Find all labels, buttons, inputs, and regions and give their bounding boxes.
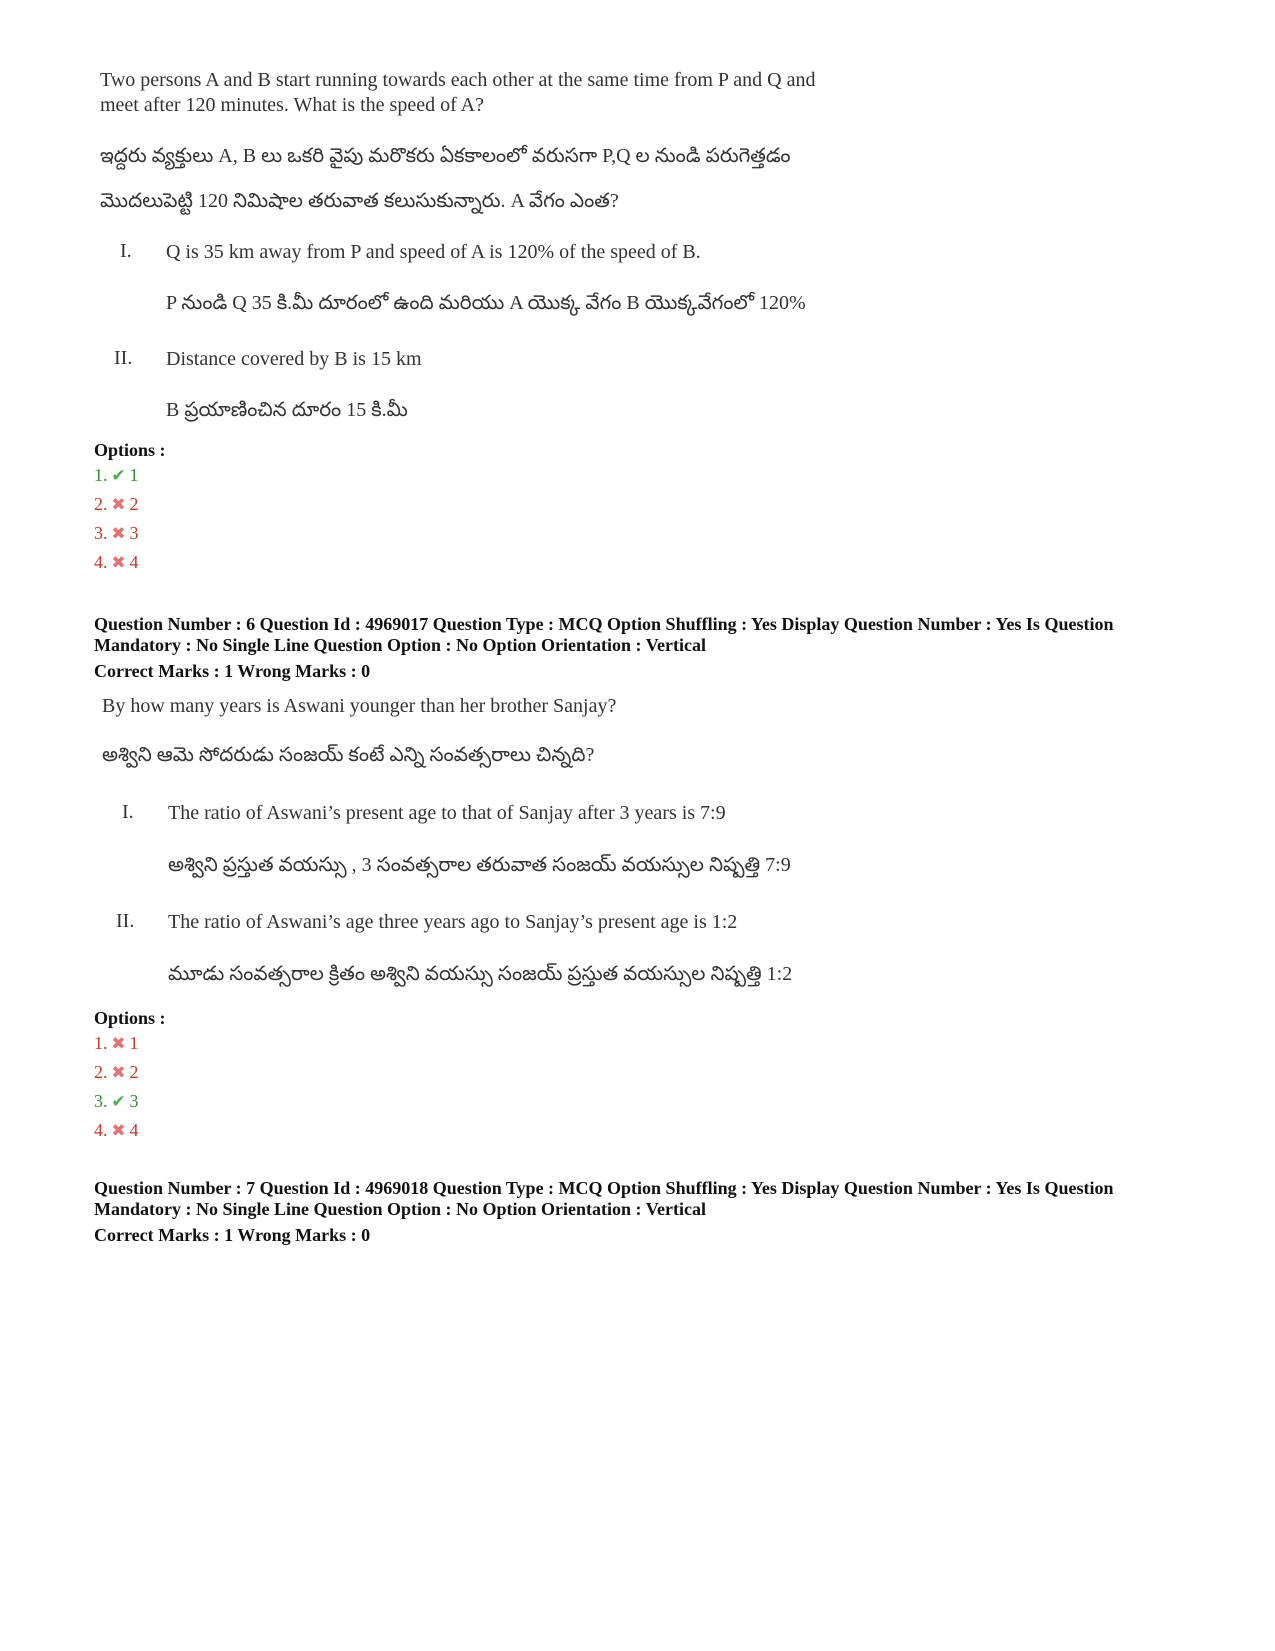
- q6-statement-2-number: II.: [116, 910, 135, 932]
- q6-statement-1-number: I.: [122, 801, 134, 823]
- q6-statement-2-telugu: మూడు సంవత్సరాల క్రితం అశ్విని వయస్సు సంజయ్ ప్రస్తుత వయస్సుల నిష్పత్తి 1:2: [168, 963, 793, 985]
- check-icon: ✔: [111, 1092, 126, 1111]
- option-value: 2: [129, 494, 139, 514]
- option-number: 3.: [94, 1091, 108, 1111]
- option-value: 1: [129, 1033, 139, 1053]
- q5-english-line-1: Two persons A and B start running towards each other at the same time from P and Q and: [100, 69, 816, 91]
- q7-marks: Correct Marks : 1 Wrong Marks : 0: [94, 1225, 371, 1245]
- cross-icon: ✖: [111, 495, 126, 514]
- q5-statement-1-english: Q is 35 km away from P and speed of A is 120% of the speed of B.: [166, 241, 701, 263]
- q6-options-list: [94, 1029, 139, 1145]
- option-number: 2.: [94, 494, 108, 514]
- q5-option-1[interactable]: [94, 461, 139, 490]
- q5-telugu-line-1: ఇద్దరు వ్యక్తులు A, B లు ఒకరి వైపు మరొకరు ఏకకాలంలో వరుసగా P,Q ల నుండి పరుగెత్తడం: [100, 145, 791, 167]
- option-number: 4.: [94, 552, 108, 572]
- q7-meta-line-2: Mandatory : No Single Line Question Option : No Option Orientation : Vertical: [94, 1199, 707, 1219]
- option-number: 4.: [94, 1120, 108, 1140]
- option-value: 4: [129, 1120, 139, 1140]
- q5-statement-2-telugu: B ప్రయాణించిన దూరం 15 కి.మీ: [166, 399, 408, 421]
- check-icon: ✔: [111, 466, 126, 485]
- q5-statement-2-number: II.: [114, 347, 133, 369]
- q6-statement-1-telugu: అశ్విని ప్రస్తుత వయస్సు , 3 సంవత్సరాల తరువాత సంజయ్ వయస్సుల నిష్పత్తి 7:9: [168, 854, 791, 876]
- q5-statement-1-number: I.: [120, 240, 132, 262]
- option-value: 3: [129, 1091, 139, 1111]
- cross-icon: ✖: [111, 1063, 126, 1082]
- q6-meta-line-1: Question Number : 6 Question Id : 4969017 Question Type : MCQ Option Shuffling : Yes Display Question Number : Yes Is Question: [94, 614, 1114, 634]
- q6-option-1[interactable]: [94, 1029, 139, 1058]
- cross-icon: ✖: [111, 524, 126, 543]
- q6-telugu-question: అశ్విని ఆమె సోదరుడు సంజయ్ కంటే ఎన్ని సంవత్సరాలు చిన్నది?: [102, 744, 595, 766]
- q6-option-3[interactable]: [94, 1087, 139, 1116]
- q5-option-4[interactable]: [94, 548, 139, 577]
- q6-marks: Correct Marks : 1 Wrong Marks : 0: [94, 661, 371, 681]
- cross-icon: ✖: [111, 1121, 126, 1140]
- q5-telugu-line-2: మొదలుపెట్టి 120 నిమిషాల తరువాత కలుసుకున్నారు. A వేగం ఎంత?: [100, 190, 619, 212]
- q6-statement-1-english: The ratio of Aswani’s present age to that of Sanjay after 3 years is 7:9: [168, 802, 726, 824]
- cross-icon: ✖: [111, 1034, 126, 1053]
- q5-options-list: [94, 461, 139, 577]
- q5-option-2[interactable]: [94, 490, 139, 519]
- q5-english-line-2: meet after 120 minutes. What is the speed of A?: [100, 94, 484, 116]
- cross-icon: ✖: [111, 553, 126, 572]
- q6-english-question: By how many years is Aswani younger than her brother Sanjay?: [102, 695, 617, 717]
- option-value: 4: [129, 552, 139, 572]
- q5-statement-1-telugu: P నుండి Q 35 కి.మీ దూరంలో ఉంది మరియు A యొక్క వేగం B యొక్కవేగంలో 120%: [166, 292, 806, 314]
- q6-option-2[interactable]: [94, 1058, 139, 1087]
- option-number: 1.: [94, 465, 108, 485]
- option-value: 2: [129, 1062, 139, 1082]
- q7-meta-line-1: Question Number : 7 Question Id : 4969018 Question Type : MCQ Option Shuffling : Yes Display Question Number : Yes Is Question: [94, 1178, 1114, 1198]
- option-number: 3.: [94, 523, 108, 543]
- option-value: 1: [129, 465, 139, 485]
- option-number: 1.: [94, 1033, 108, 1053]
- q5-option-3[interactable]: [94, 519, 139, 548]
- option-number: 2.: [94, 1062, 108, 1082]
- option-value: 3: [129, 523, 139, 543]
- q6-options-heading: Options :: [94, 1008, 166, 1028]
- q6-meta-line-2: Mandatory : No Single Line Question Option : No Option Orientation : Vertical: [94, 635, 707, 655]
- q5-options-heading: Options :: [94, 440, 166, 460]
- q5-statement-2-english: Distance covered by B is 15 km: [166, 348, 422, 370]
- q6-option-4[interactable]: [94, 1116, 139, 1145]
- q6-statement-2-english: The ratio of Aswani’s age three years ago to Sanjay’s present age is 1:2: [168, 911, 738, 933]
